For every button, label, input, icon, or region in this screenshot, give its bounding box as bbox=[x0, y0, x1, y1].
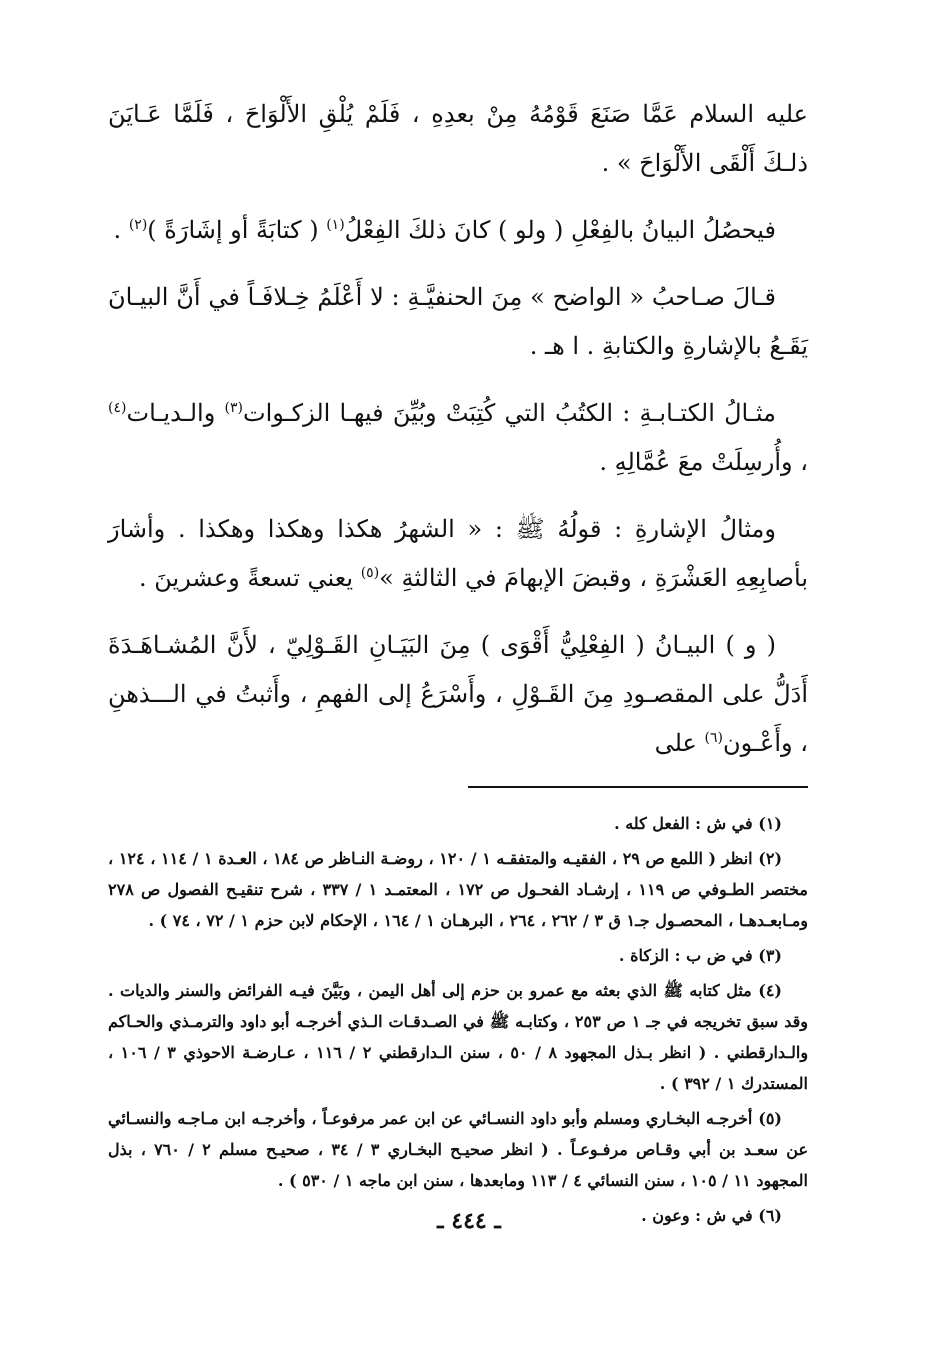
footnote-text: في ش : الفعل كله . bbox=[614, 814, 753, 833]
paragraph-5-text-b: يعني تسعةً وعشرينَ . bbox=[138, 564, 361, 592]
paragraph-5-text-a: ومثالُ الإشارةِ : قولُهُ ﷺ : « الشهرُ هكذا وهكذا وهكذا . وأشارَ بأصابِعِهِ العَشْرَةِ ، وقبضَ الإبهامَ في الثالثةِ » bbox=[108, 515, 808, 592]
footnote-ref-4[interactable]: (٤) bbox=[108, 400, 127, 416]
paragraph-4-text-b: والـديـات bbox=[126, 399, 225, 427]
paragraph-1-text: عليه السلام عَمَّا صَنَعَ قَوْمُهُ مِنْ بعدِهِ ، فَلَمْ يُلْقِ الأَلْوَاحَ ، فَلَمَّا عَـايَنَ ذلـكَ أَلْقَى الأَلْوَاحَ » . bbox=[108, 100, 809, 177]
footnote-4 bbox=[108, 975, 808, 1099]
paragraph-4-text-c: ، وأُرسِلَتْ معَ عُمَّالِهِ . bbox=[599, 448, 808, 476]
footnote-text: أخرجـه البخـاري ومسلم وأبو داود النسـائي عن ابن عمر مرفوعـاً ، وأخرجـه ابن مـاجـه والنسـائي عن سعـد بن أبي وقـاص مرفـوعـاً . ( انظر صحيـح البخـاري ٣ / ٣٤ ، صحيـح مسلم ٢ / ٧٦٠ ، بذل المجهود ١١ / ١٠٥ ، سنن النسائي ٤ / ١١٣ ومابعدها ، سنن ابن ماجه ١ / ٥٣٠ ) . bbox=[108, 1109, 809, 1190]
footnote-text: مثل كتابه ﷺ الذي بعثه مع عمرو بن حزم إلى أهل اليمن ، وبَيَّنَ فيـه الفرائض والسنر والديات . وقد سبق تخريجه في جـ ١ ص ٢٥٣ ، وكتابـه ﷺ في الصـدقـات الـذي أخرجـه أبو داود والترمـذي والحـاكم والـدارقطني . ( انظر بـذل المجهود ٨ / ٥٠ ، سنن الـدارقطني ٢ / ١١٦ ، عـارضـة الاحوذي ٣ / ١٠٦ ، المستدرك ١ / ٣٩٢ ) . bbox=[108, 981, 809, 1093]
paragraph-3 bbox=[108, 273, 808, 371]
paragraph-4-text-a: مثـالُ الكتـابـةِ : الكتُبُ التي كُتِبَتْ وبُيِّنَ فيهـا الزكـوات bbox=[242, 399, 776, 427]
footnote-ref-5[interactable]: (٥) bbox=[360, 565, 380, 581]
footnote-text: في ض ب : الزكاة . bbox=[618, 946, 753, 965]
footnote-ref-3[interactable]: (٣) bbox=[224, 400, 243, 416]
footnote-number: (٢) bbox=[758, 849, 783, 868]
paragraph-2-text-b: ( كتابَةً أو إشَارَةً ) bbox=[147, 216, 327, 244]
footnote-ref-6[interactable]: (٦) bbox=[704, 730, 723, 746]
paragraph-6-text-b: على bbox=[654, 729, 705, 757]
footnote-text: انظر ( اللمع ص ٢٩ ، الفقيـه والمتفقـه ١ / ١٢٠ ، روضـة النـاظر ص ١٨٤ ، العـدة ١ / ١١٤ ، ١٢٤ ، مختصر الطـوفي ص ١١٩ ، إرشـاد الفحـول ص ١٧٢ ، المعتمـد ١ / ٣٣٧ ، شرح تنقيـح الفصول ص ٢٧٨ ومـابعـدهـا ، المحصـول جـ١ ق ٣ / ٢٦٢ ، ٢٦٤ ، البرهـان ١ / ١٦٤ ، الإحكام لابن حزم ١ / ٧٢ ، ٧٤ ) . bbox=[108, 849, 809, 930]
paragraph-1 bbox=[108, 90, 808, 188]
paragraph-2-text-a: فيحصُلُ البيانُ بالفِعْلِ ( ولو ) كانَ ذلكَ الفِعْلُ bbox=[344, 216, 776, 244]
main-text-body bbox=[108, 90, 808, 768]
paragraph-2 bbox=[108, 206, 808, 255]
footnote-number: (٦) bbox=[758, 1206, 782, 1225]
paragraph-3-text: قـالَ صـاحبُ « الواضح » مِنَ الحنفيَّـةِ : لا أَعْلَمُ خِـلافَـاً في أَنَّ البيـانَ يَقَـعُ بالإشارةِ والكتابةِ . ا هـ . bbox=[108, 283, 808, 360]
footnote-number: (٥) bbox=[758, 1109, 782, 1128]
footnote-number: (٣) bbox=[758, 946, 782, 965]
paragraph-5 bbox=[108, 505, 808, 603]
paragraph-4 bbox=[108, 389, 808, 487]
paragraph-2-text-c: . bbox=[113, 216, 129, 244]
footnote-text: في ش : وعون . bbox=[641, 1206, 753, 1225]
footnote-divider bbox=[468, 786, 808, 788]
footnote-5 bbox=[108, 1103, 808, 1196]
footnote-number: (١) bbox=[758, 814, 782, 833]
footnote-ref-2[interactable]: (٢) bbox=[128, 217, 148, 233]
footnote-ref-1[interactable]: (١) bbox=[326, 217, 345, 233]
footnote-3 bbox=[108, 940, 808, 971]
footnote-1 bbox=[108, 808, 808, 839]
paragraph-6-text-a: ( و ) البيـانُ ( الفِعْلِيُّ أَقْوَى ) مِنَ البَيَـانِ القَـوْلِيّ ، لأَنَّ المُشـاهَـدَةَ أَدَلُّ على المقصـودِ مِنَ القَـوْلِ ، وأَسْرَعُ إلى الفهمِ ، وأَثبتُ في الـــذهنِ ، وأَعْـون bbox=[108, 631, 808, 757]
book-page bbox=[108, 90, 808, 1290]
footnote-number: (٤) bbox=[758, 981, 782, 1000]
page-number: ـ ٤٤٤ ـ bbox=[437, 1208, 501, 1234]
paragraph-6 bbox=[108, 621, 808, 768]
footnote-2 bbox=[108, 843, 808, 936]
footnotes-section bbox=[108, 808, 808, 1231]
